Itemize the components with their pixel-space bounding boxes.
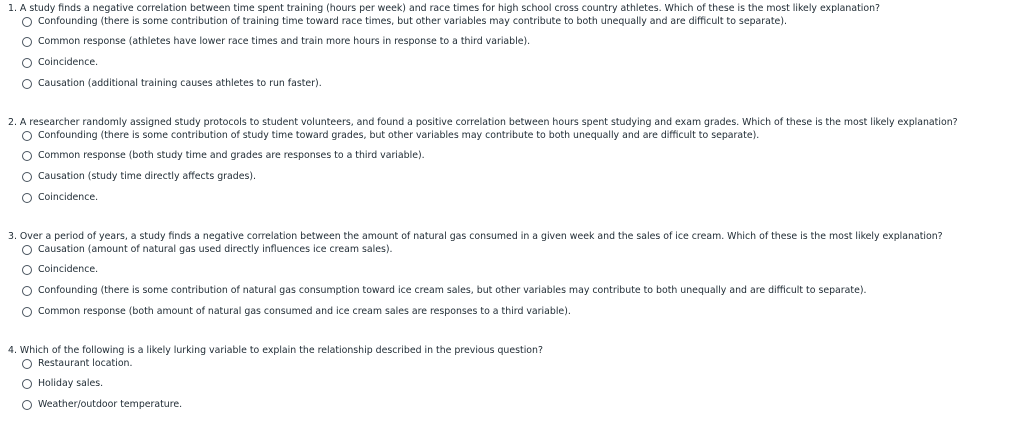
q1-option-4[interactable] xyxy=(22,73,1020,94)
radio-button[interactable] xyxy=(22,58,32,68)
question-4-options xyxy=(8,358,1020,415)
radio-button[interactable] xyxy=(22,307,32,317)
radio-button[interactable] xyxy=(22,265,32,275)
radio-button[interactable] xyxy=(22,286,32,296)
question-4-text: 4. Which of the following is a likely lurking variable to explain the relationship described in the previous question? xyxy=(8,345,543,356)
q2-option-4-label: Coincidence. xyxy=(38,191,99,203)
q2-option-1[interactable] xyxy=(22,130,1020,145)
question-2 xyxy=(8,117,1020,208)
q1-option-1[interactable] xyxy=(22,16,1020,31)
q3-option-4-label: Common response (both amount of natural gas consumed and ice cream sales are responses to a third variable). xyxy=(38,305,571,317)
radio-button[interactable] xyxy=(22,131,32,141)
question-3-options xyxy=(8,244,1020,322)
radio-button[interactable] xyxy=(22,37,32,47)
q2-option-1-label: Confounding (there is some contribution of study time toward grades, but other variables may contribute to both unequally and are difficult to separate). xyxy=(38,130,760,141)
q3-option-1[interactable] xyxy=(22,244,1020,259)
radio-button[interactable] xyxy=(22,172,32,182)
q3-option-1-label: Causation (amount of natural gas used directly influences ice cream sales). xyxy=(38,244,393,255)
q2-option-4[interactable] xyxy=(22,187,1020,208)
q4-option-3[interactable] xyxy=(22,394,1020,415)
radio-button[interactable] xyxy=(22,379,32,389)
q4-option-2-label: Holiday sales. xyxy=(38,377,104,389)
q1-option-4-label: Causation (additional training causes athletes to run faster). xyxy=(38,77,322,89)
radio-button[interactable] xyxy=(22,17,32,27)
radio-button[interactable] xyxy=(22,400,32,410)
radio-button[interactable] xyxy=(22,79,32,89)
q3-option-3[interactable] xyxy=(22,280,1020,301)
question-1-text: 1. A study finds a negative correlation between time spent training (hours per week) and race times for high school cross country athletes. Which of these is the most likely explanation? xyxy=(8,3,881,14)
q3-option-3-label: Confounding (there is some contribution of natural gas consumption toward ice cream sales, but other variables may contribute to both unequally and are difficult to separate). xyxy=(38,284,867,296)
q4-option-3-label: Weather/outdoor temperature. xyxy=(38,398,183,410)
question-1-options xyxy=(8,16,1020,94)
q2-option-3[interactable] xyxy=(22,166,1020,187)
q4-option-2[interactable] xyxy=(22,373,1020,394)
question-4 xyxy=(8,345,1020,415)
radio-button[interactable] xyxy=(22,245,32,255)
q1-option-3[interactable] xyxy=(22,52,1020,73)
q2-option-2[interactable] xyxy=(22,145,1020,166)
q4-option-1[interactable] xyxy=(22,358,1020,373)
question-2-text: 2. A researcher randomly assigned study protocols to student volunteers, and found a positive correlation between hours spent studying and exam grades. Which of these is the most likely explanation? xyxy=(8,117,958,128)
radio-button[interactable] xyxy=(22,151,32,161)
q1-option-1-label: Confounding (there is some contribution of training time toward race times, but other variables may contribute to both unequally and are difficult to separate). xyxy=(38,16,787,27)
question-3-text: 3. Over a period of years, a study finds a negative correlation between the amount of natural gas consumed in a given week and the sales of ice cream. Which of these is the most likely explanation? xyxy=(8,231,943,242)
question-2-options xyxy=(8,130,1020,208)
q3-option-4[interactable] xyxy=(22,301,1020,322)
q1-option-2[interactable] xyxy=(22,31,1020,52)
q2-option-3-label: Causation (study time directly affects grades). xyxy=(38,170,256,182)
q3-option-2[interactable] xyxy=(22,259,1020,280)
radio-button[interactable] xyxy=(22,193,32,203)
question-3 xyxy=(8,231,1020,322)
q1-option-2-label: Common response (athletes have lower race times and train more hours in response to a third variable). xyxy=(38,35,531,47)
q4-option-1-label: Restaurant location. xyxy=(38,358,133,369)
radio-button[interactable] xyxy=(22,359,32,369)
q1-option-3-label: Coincidence. xyxy=(38,56,99,68)
question-1 xyxy=(8,3,1020,94)
q2-option-2-label: Common response (both study time and grades are responses to a third variable). xyxy=(38,149,425,161)
q3-option-2-label: Coincidence. xyxy=(38,263,99,275)
